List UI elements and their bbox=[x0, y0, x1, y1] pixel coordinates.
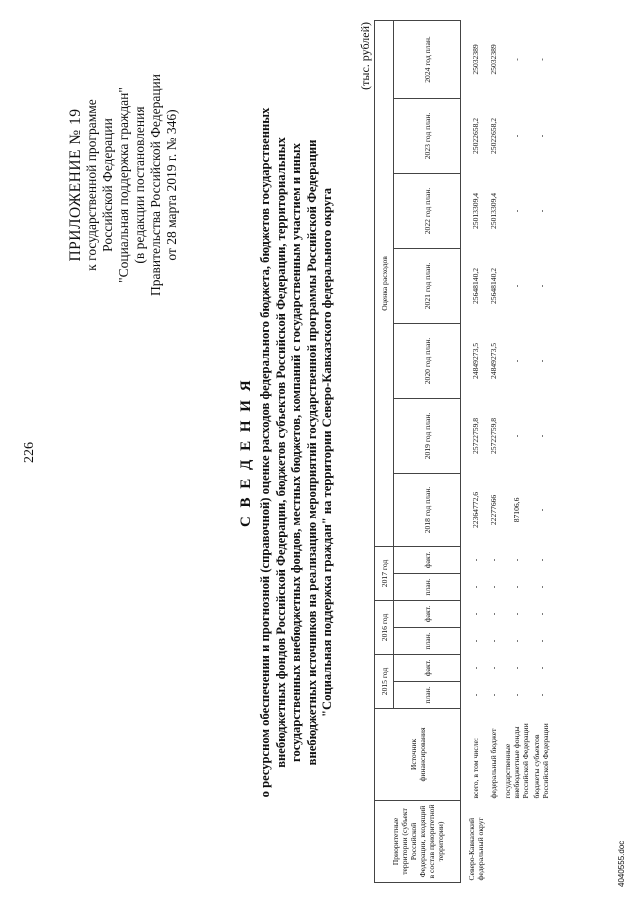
value-cell: - bbox=[512, 359, 521, 363]
value-cell: - bbox=[512, 639, 521, 643]
value-cell: - bbox=[488, 693, 498, 697]
header-plan: план. bbox=[394, 682, 461, 709]
value-cell: - bbox=[470, 693, 480, 697]
header-estimate: Оценка расходов bbox=[375, 20, 394, 546]
value-cell: - bbox=[488, 639, 498, 643]
value-cell: 22364772,6 bbox=[470, 491, 480, 528]
document-subtitle bbox=[258, 40, 336, 865]
header-plan-2019: 2019 год план. bbox=[394, 398, 461, 473]
value-cell: - bbox=[470, 558, 480, 562]
appendix-title: ПРИЛОЖЕНИЕ № 19 bbox=[67, 108, 84, 262]
value-cell: 25648140,2 bbox=[470, 267, 480, 304]
subtitle-line: внебюджетных источников на реализацию мероприятий государственной программы Российской Федерации bbox=[304, 139, 319, 766]
header-fact: факт. bbox=[394, 600, 461, 627]
header-plan-2024: 2024 год план. bbox=[394, 20, 461, 98]
value-cell: - bbox=[488, 612, 498, 616]
value-cell: - bbox=[536, 209, 546, 213]
value-cell: - bbox=[536, 359, 546, 363]
header-year-2017: 2017 год bbox=[375, 546, 394, 600]
header-year-2016: 2016 год bbox=[375, 600, 394, 654]
value-cell: - bbox=[536, 612, 546, 616]
appendix-line: от 28 марта 2019 г. № 346) bbox=[164, 109, 179, 261]
subtitle-line: о ресурсном обеспечении и прогнозной (справочной) оценке расходов федерального бюджета, бюджетов государственных bbox=[258, 107, 272, 798]
appendix-line: (в редакции постановления bbox=[132, 106, 147, 264]
value-cell: - bbox=[536, 508, 546, 512]
appendix-block bbox=[68, 15, 180, 355]
value-cell: - bbox=[470, 612, 480, 616]
value-cell: - bbox=[488, 666, 498, 670]
funding-table bbox=[374, 20, 551, 883]
value-cell: - bbox=[488, 585, 498, 589]
value-cell: - bbox=[512, 558, 521, 562]
value-cell: 25722759,8 bbox=[470, 417, 480, 454]
value-cell: - bbox=[512, 58, 521, 61]
value-cell: 25022658,2 bbox=[488, 117, 498, 154]
value-cell: - bbox=[536, 134, 546, 138]
header-fact: факт. bbox=[394, 654, 461, 681]
source-cell: бюджеты субъектов Российской Федерации bbox=[532, 723, 550, 799]
appendix-line: Правительства Российской Федерации bbox=[148, 74, 163, 296]
value-cell: - bbox=[512, 284, 521, 288]
value-cell: - bbox=[470, 666, 480, 670]
value-cell: - bbox=[536, 284, 546, 288]
appendix-line: "Социальная поддержка граждан" bbox=[116, 87, 131, 283]
subtitle-line: "Социальная поддержка граждан" на территории Северо-Кавказского федерального округа bbox=[320, 187, 334, 718]
value-cell: 25032389 bbox=[470, 44, 480, 75]
value-cell: - bbox=[536, 558, 546, 562]
appendix-line: к государственной программе bbox=[84, 99, 99, 271]
value-cell: - bbox=[512, 434, 521, 438]
table-row bbox=[502, 20, 531, 882]
value-cell: - bbox=[536, 666, 546, 670]
header-row-years bbox=[375, 20, 394, 882]
value-cell: 87106,6 bbox=[512, 497, 521, 523]
appendix-line: Российской Федерации bbox=[100, 118, 115, 252]
table-row bbox=[484, 20, 502, 882]
value-cell: - bbox=[536, 58, 546, 61]
territory-cell: Северо-Кавказский федеральный округ bbox=[467, 817, 485, 881]
table-row bbox=[461, 20, 485, 882]
value-cell: 24849273,5 bbox=[470, 342, 480, 379]
page-number: 226 bbox=[22, 442, 37, 463]
subtitle-line: государственных внебюджетных фондов, местных бюджетов, компаний с государственным участием и иных bbox=[289, 143, 303, 762]
value-cell: - bbox=[536, 585, 546, 589]
units-label: (тыс. рублей) bbox=[358, 22, 372, 90]
value-cell: 25032389 bbox=[488, 44, 498, 75]
source-cell: федеральный бюджет bbox=[488, 728, 498, 799]
file-name-footer: 4040555.doc bbox=[617, 840, 626, 887]
value-cell: - bbox=[512, 134, 521, 138]
header-plan-2022: 2022 год план. bbox=[394, 173, 461, 248]
source-cell: государственные внебюджетные фонды Российской Федерации bbox=[503, 723, 530, 799]
value-cell: - bbox=[536, 434, 546, 438]
header-year-2015: 2015 год bbox=[375, 654, 394, 708]
value-cell: - bbox=[536, 639, 546, 643]
value-cell: 24849273,5 bbox=[488, 342, 498, 379]
value-cell: 22277666 bbox=[488, 494, 498, 526]
value-cell: - bbox=[536, 693, 546, 697]
document-title: С В Е Д Е Н И Я bbox=[238, 377, 254, 528]
value-cell: - bbox=[470, 639, 480, 643]
header-plan: план. bbox=[394, 573, 461, 600]
subtitle-line: внебюджетных фондов Российской Федерации, бюджетов субъектов Российской Федерации, территориальных bbox=[273, 137, 288, 768]
header-plan-2023: 2023 год план. bbox=[394, 98, 461, 173]
value-cell: 25013309,4 bbox=[488, 192, 498, 229]
value-cell: - bbox=[470, 585, 480, 589]
value-cell: - bbox=[512, 585, 521, 589]
header-plan-2021: 2021 год план. bbox=[394, 248, 461, 323]
table-row bbox=[531, 20, 551, 882]
value-cell: - bbox=[512, 612, 521, 616]
value-cell: - bbox=[512, 666, 521, 670]
header-plan: план. bbox=[394, 627, 461, 654]
header-source: Источник финансирования bbox=[375, 709, 461, 801]
header-fact: факт. bbox=[394, 546, 461, 573]
value-cell: 25022658,2 bbox=[470, 117, 480, 154]
source-cell: всего, в том числе: bbox=[470, 738, 480, 799]
value-cell: 25648140,2 bbox=[488, 267, 498, 304]
value-cell: - bbox=[512, 693, 521, 697]
header-plan-2018: 2018 год план. bbox=[394, 473, 461, 546]
header-plan-2020: 2020 год план. bbox=[394, 323, 461, 398]
value-cell: 25722759,8 bbox=[488, 417, 498, 454]
value-cell: 25013309,4 bbox=[470, 192, 480, 229]
header-territory: Приоритетные территории (субъект Российской Федерации, входящий в состав приоритетной территории) bbox=[375, 801, 461, 883]
value-cell: - bbox=[512, 209, 521, 213]
value-cell: - bbox=[488, 558, 498, 562]
